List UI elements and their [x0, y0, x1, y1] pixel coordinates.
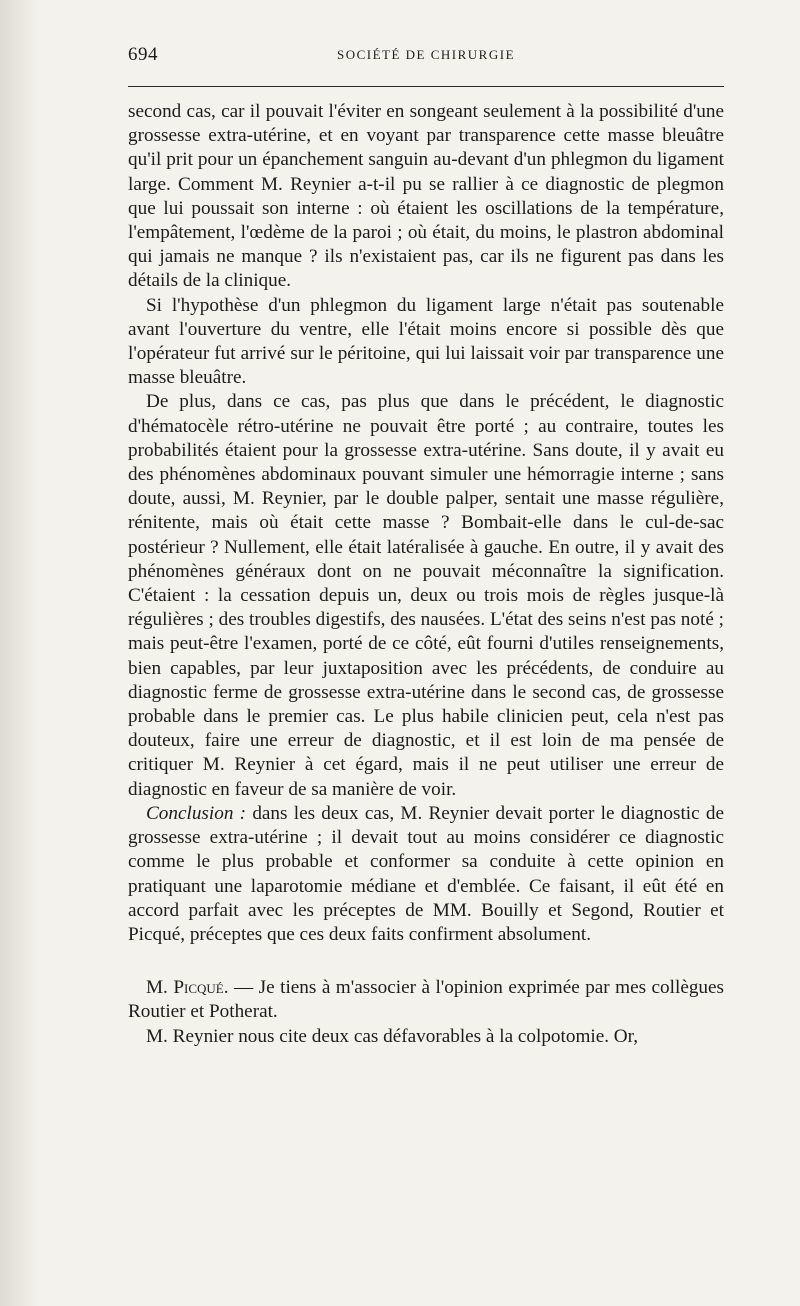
section-gap	[128, 947, 724, 976]
paragraph-conclusion	[128, 802, 724, 947]
conclusion-lead: Conclusion :	[146, 802, 247, 824]
body-text	[128, 100, 724, 1049]
page-edge-shadow	[0, 0, 40, 1306]
paragraph-de-plus: De plus, dans ce cas, pas plus que dans le précédent, le diagnostic d'hématocèle rétro-utérine ne pouvait être porté ; au contraire, toutes les probabilités étaient pour la grossesse extra-utérine. Sans doute, il y avait eu des phénomènes abdominaux pouvant simuler une hémorragie interne ; sans doute, aussi, M. Reynier, par le double palper, sentait une masse régulière, rénitente, mais où était cette masse ? Bombait-elle dans le cul-de-sac postérieur ? Nullement, elle était latéralisée à gauche. En outre, il y avait des phénomènes généraux dont on ne pouvait méconnaître la signification. C'étaient : la cessation depuis un, deux ou trois mois de règles jusque-là régulières ; des troubles digestifs, des nausées. L'état des seins n'est pas noté ; mais peut-être l'examen, porté de ce côté, eût fourni d'utiles renseignements, bien capables, par leur juxtaposition avec les précédents, de conduire au diagnostic ferme de grossesse extra-utérine dans le second cas, de grossesse probable dans le premier cas. Le plus habile clinicien peut, cela n'est pas douteux, faire une erreur de diagnostic, et il est loin de ma pensée de critiquer M. Reynier à cet égard, mais il ne peut utiliser une erreur de diagnostic en faveur de sa manière de voir.	[128, 391, 724, 800]
page-number: 694	[128, 44, 158, 65]
conclusion-text: dans les deux cas, M. Reynier devait porter le diagnostic de grossesse extra-utérine ; il devait tout au moins considérer ce diagnostic comme le plus probable et conformer sa conduite à cette opinion en pratiquant une laparotomie médiane et d'emblée. Ce faisant, il eût été en accord parfait avec les préceptes de MM. Bouilly et Segond, Routier et Picqué, préceptes que ces deux faits confirment absolument.	[128, 802, 724, 945]
paragraph-continuation: second cas, car il pouvait l'éviter en songeant seulement à la possibilité d'une grossesse extra-utérine, et en voyant par transparence cette masse bleuâtre qu'il prit pour un épanchement sanguin au-devant d'un phlegmon du ligament large. Comment M. Reynier a-t-il pu se rallier à ce diagnostic de plegmon que lui poussait son interne : où étaient les oscillations de la température, l'empâtement, l'œdème de la paroi ; où était, du moins, le plastron abdominal qui jamais ne manque ? ils n'existaient pas, car ils ne figurent pas dans les détails de la clinique.	[128, 101, 724, 292]
picque-text: — Je tiens à m'associer à l'opinion exprimée par mes collègues Routier et Potherat.	[128, 977, 725, 1023]
paragraph-reynier-cases: M. Reynier nous cite deux cas défavorables à la colpotomie. Or,	[146, 1025, 639, 1047]
header-rule	[128, 86, 724, 87]
paragraph-picque	[128, 976, 724, 1024]
paragraph-hypothesis: Si l'hypothèse d'un phlegmon du ligament large n'était pas soutenable avant l'ouverture du ventre, elle l'était moins encore si possible dès que l'opérateur fut arrivé sur le péritoine, qui lui laissait voir par transparence une masse bleuâtre.	[128, 294, 724, 389]
page-header	[128, 44, 724, 74]
speaker-name: M. Picqué.	[146, 977, 229, 999]
running-title: SOCIÉTÉ DE CHIRURGIE	[336, 47, 516, 62]
